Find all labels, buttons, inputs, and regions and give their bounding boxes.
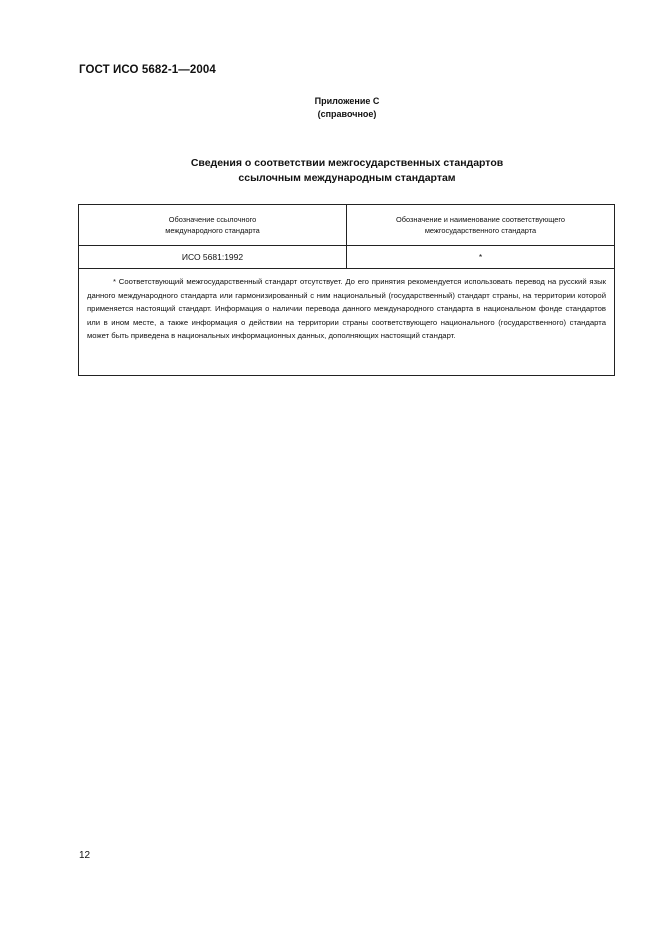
header-cell-interstate-standard: [347, 205, 615, 246]
annex-heading: [79, 95, 615, 121]
table-cell-interstate: *: [347, 246, 615, 269]
table-cell-reference: ИСО 5681:1992: [79, 246, 347, 269]
header-cell-reference-standard: [79, 205, 347, 246]
page-number: 12: [79, 850, 91, 861]
annex-subtitle: (справочное): [317, 109, 377, 119]
table-footnote-row: [79, 269, 615, 376]
annex-title: Приложение С: [314, 96, 380, 106]
footnote-text: * Соответствующий межгосударственный стандарт отсутствует. До его принятия рекомендуется использовать перевод на русский язык данного международного стандарта или гармонизированный с ним национальный (государственный) стандарт страны, на территории которой применяется настоящий стандарт. Информация о наличии перевода данного международного стандарта в национальном фонде стандартов или в ином месте, а также информация о действии на территории страны соответствующего национального (государственного) стандарта может быть приведена в национальных информационных данных, дополняющих настоящий стандарт.: [87, 277, 606, 340]
table-header-row: [79, 205, 615, 246]
table-row: [79, 246, 615, 269]
table-footnote: [79, 269, 615, 376]
header-cell-text: международного стандарта: [165, 226, 260, 235]
section-title-line2: ссылочным международным стандартам: [238, 172, 456, 184]
section-title-line1: Сведения о соответствии межгосударственных стандартов: [190, 157, 504, 169]
section-title: [79, 156, 615, 186]
header-cell-text: Обозначение ссылочного: [168, 215, 257, 224]
header-cell-text: межгосударственного стандарта: [424, 226, 537, 235]
reference-table: [78, 204, 615, 376]
header-cell-text: Обозначение и наименование соответствующего: [395, 215, 566, 224]
document-code: ГОСТ ИСО 5682-1—2004: [79, 64, 216, 76]
